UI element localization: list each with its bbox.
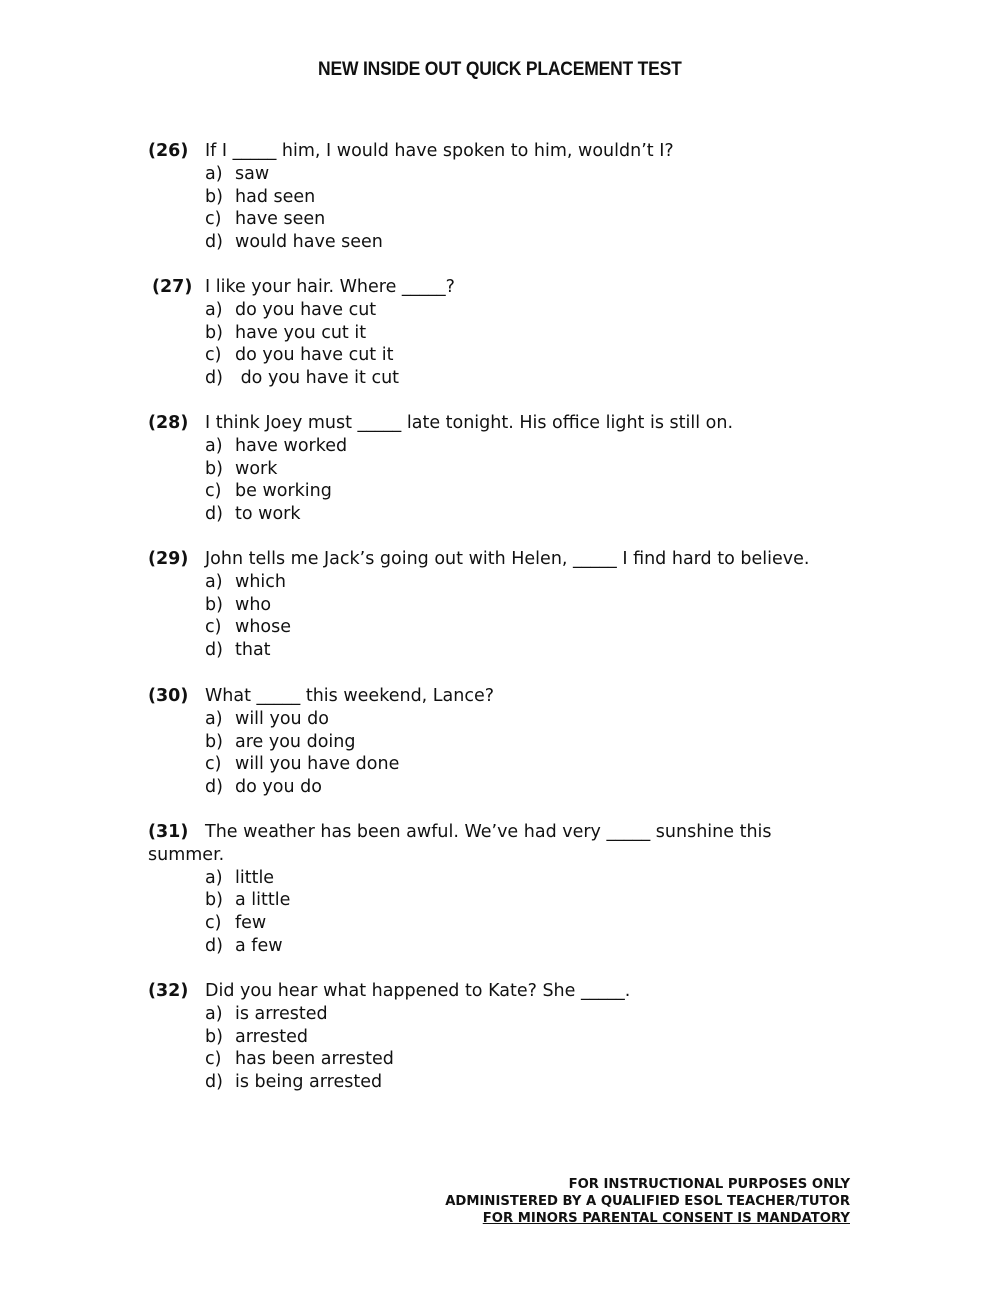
option-text: be working bbox=[235, 481, 332, 502]
options-list bbox=[148, 435, 868, 526]
option-b[interactable] bbox=[148, 458, 868, 481]
question-29 bbox=[148, 548, 868, 662]
option-letter: a) bbox=[205, 867, 223, 888]
question-number: (26) bbox=[148, 141, 189, 161]
option-letter: c) bbox=[205, 913, 222, 934]
question-32 bbox=[148, 980, 868, 1094]
option-a[interactable] bbox=[148, 163, 868, 186]
option-b[interactable] bbox=[148, 594, 868, 617]
option-c[interactable] bbox=[148, 753, 868, 776]
option-a[interactable] bbox=[148, 1003, 868, 1026]
option-letter: a) bbox=[205, 299, 223, 320]
option-letter: d) bbox=[205, 504, 223, 525]
question-text: If I _____ him, I would have spoken to him, wouldn’t I? bbox=[205, 141, 674, 161]
footer-line-parental-consent: FOR MINORS PARENTAL CONSENT IS MANDATORY bbox=[482, 1211, 850, 1226]
question-stem bbox=[152, 276, 872, 299]
option-letter: b) bbox=[205, 1026, 223, 1047]
question-stem bbox=[148, 821, 868, 844]
option-letter: d) bbox=[205, 1072, 223, 1093]
question-number: (30) bbox=[148, 686, 189, 706]
option-letter: c) bbox=[205, 754, 222, 775]
page-title: NEW INSIDE OUT QUICK PLACEMENT TEST bbox=[318, 59, 682, 80]
options-list bbox=[148, 867, 868, 958]
question-30 bbox=[148, 685, 868, 799]
question-number: (27) bbox=[152, 277, 193, 297]
option-text: will you have done bbox=[235, 754, 400, 775]
option-letter: c) bbox=[205, 617, 222, 638]
option-c[interactable] bbox=[148, 912, 868, 935]
question-26 bbox=[148, 140, 868, 254]
option-text: have worked bbox=[235, 435, 348, 456]
option-b[interactable] bbox=[148, 322, 872, 345]
option-text: do you have it cut bbox=[235, 368, 400, 389]
option-letter: b) bbox=[205, 322, 223, 343]
option-d[interactable] bbox=[148, 503, 868, 526]
option-a[interactable] bbox=[148, 708, 868, 731]
option-letter: d) bbox=[205, 640, 223, 661]
option-letter: b) bbox=[205, 186, 223, 207]
option-letter: b) bbox=[205, 458, 223, 479]
question-stem bbox=[148, 980, 868, 1003]
option-text: a little bbox=[235, 890, 291, 911]
footer-line-administered: ADMINISTERED BY A QUALIFIED ESOL TEACHER/TUTOR bbox=[445, 1194, 850, 1209]
option-text: arrested bbox=[235, 1026, 309, 1047]
option-a[interactable] bbox=[148, 571, 868, 594]
option-letter: d) bbox=[205, 935, 223, 956]
options-list bbox=[148, 1003, 868, 1094]
question-number: (31) bbox=[148, 822, 189, 842]
option-letter: a) bbox=[205, 435, 223, 456]
option-letter: d) bbox=[205, 368, 223, 389]
question-text: What _____ this weekend, Lance? bbox=[205, 686, 495, 706]
options-list bbox=[148, 163, 868, 254]
question-text: John tells me Jack’s going out with Helen, _____ I find hard to believe. bbox=[205, 549, 810, 569]
option-text: little bbox=[235, 867, 275, 888]
option-d[interactable] bbox=[148, 231, 868, 254]
question-number: (28) bbox=[148, 413, 189, 433]
footer-disclaimer bbox=[445, 1176, 850, 1227]
option-letter: b) bbox=[205, 731, 223, 752]
option-b[interactable] bbox=[148, 1026, 868, 1049]
option-letter: a) bbox=[205, 571, 223, 592]
question-text: I think Joey must _____ late tonight. His office light is still on. bbox=[205, 413, 734, 433]
question-stem bbox=[148, 685, 868, 708]
option-text: do you do bbox=[235, 777, 322, 798]
option-text: will you do bbox=[235, 708, 329, 729]
option-letter: c) bbox=[205, 1049, 222, 1070]
option-d[interactable] bbox=[148, 1071, 868, 1094]
option-text: do you have cut bbox=[235, 299, 377, 320]
option-text: who bbox=[235, 594, 272, 615]
option-d[interactable] bbox=[148, 935, 868, 958]
option-text: saw bbox=[235, 163, 270, 184]
question-stem bbox=[148, 548, 868, 571]
option-c[interactable] bbox=[148, 344, 872, 367]
option-text: do you have cut it bbox=[235, 345, 394, 366]
option-text: is being arrested bbox=[235, 1072, 383, 1093]
option-letter: c) bbox=[205, 345, 222, 366]
option-text: few bbox=[235, 913, 267, 934]
option-letter: c) bbox=[205, 481, 222, 502]
question-stem bbox=[148, 412, 868, 435]
option-a[interactable] bbox=[148, 299, 872, 322]
question-text-continuation: summer. bbox=[148, 844, 225, 865]
options-list bbox=[148, 571, 868, 662]
option-text: to work bbox=[235, 504, 301, 525]
option-text: have you cut it bbox=[235, 322, 367, 343]
question-31 bbox=[148, 821, 868, 958]
option-letter: b) bbox=[205, 594, 223, 615]
option-letter: b) bbox=[205, 890, 223, 911]
question-number: (29) bbox=[148, 549, 189, 569]
option-b[interactable] bbox=[148, 731, 868, 754]
option-text: that bbox=[235, 640, 271, 661]
option-letter: d) bbox=[205, 777, 223, 798]
question-stem bbox=[148, 140, 868, 163]
option-text: work bbox=[235, 458, 278, 479]
question-27 bbox=[152, 276, 872, 390]
footer-line-instructional: FOR INSTRUCTIONAL PURPOSES ONLY bbox=[568, 1177, 850, 1192]
options-list bbox=[148, 299, 872, 390]
question-number: (32) bbox=[148, 981, 189, 1001]
option-text: would have seen bbox=[235, 232, 383, 253]
option-letter: a) bbox=[205, 708, 223, 729]
option-d[interactable] bbox=[148, 639, 868, 662]
question-text: The weather has been awful. We’ve had very _____ sunshine this bbox=[205, 822, 772, 842]
question-28 bbox=[148, 412, 868, 526]
question-text: Did you hear what happened to Kate? She _____. bbox=[205, 981, 631, 1001]
option-text: is arrested bbox=[235, 1003, 328, 1024]
option-text: had seen bbox=[235, 186, 316, 207]
option-c[interactable] bbox=[148, 480, 868, 503]
options-list bbox=[148, 708, 868, 799]
option-text: have seen bbox=[235, 209, 326, 230]
option-c[interactable] bbox=[148, 208, 868, 231]
option-text: has been arrested bbox=[235, 1049, 394, 1070]
option-c[interactable] bbox=[148, 1048, 868, 1071]
option-b[interactable] bbox=[148, 186, 868, 209]
option-a[interactable] bbox=[148, 435, 868, 458]
option-letter: c) bbox=[205, 209, 222, 230]
question-text: I like your hair. Where _____? bbox=[205, 277, 455, 297]
option-c[interactable] bbox=[148, 616, 868, 639]
option-letter: a) bbox=[205, 163, 223, 184]
option-a[interactable] bbox=[148, 867, 868, 890]
option-letter: a) bbox=[205, 1003, 223, 1024]
option-text: which bbox=[235, 571, 286, 592]
option-d[interactable] bbox=[148, 367, 872, 390]
option-b[interactable] bbox=[148, 889, 868, 912]
option-text: a few bbox=[235, 935, 283, 956]
option-text: are you doing bbox=[235, 731, 356, 752]
option-text: whose bbox=[235, 617, 291, 638]
option-d[interactable] bbox=[148, 776, 868, 799]
option-letter: d) bbox=[205, 232, 223, 253]
